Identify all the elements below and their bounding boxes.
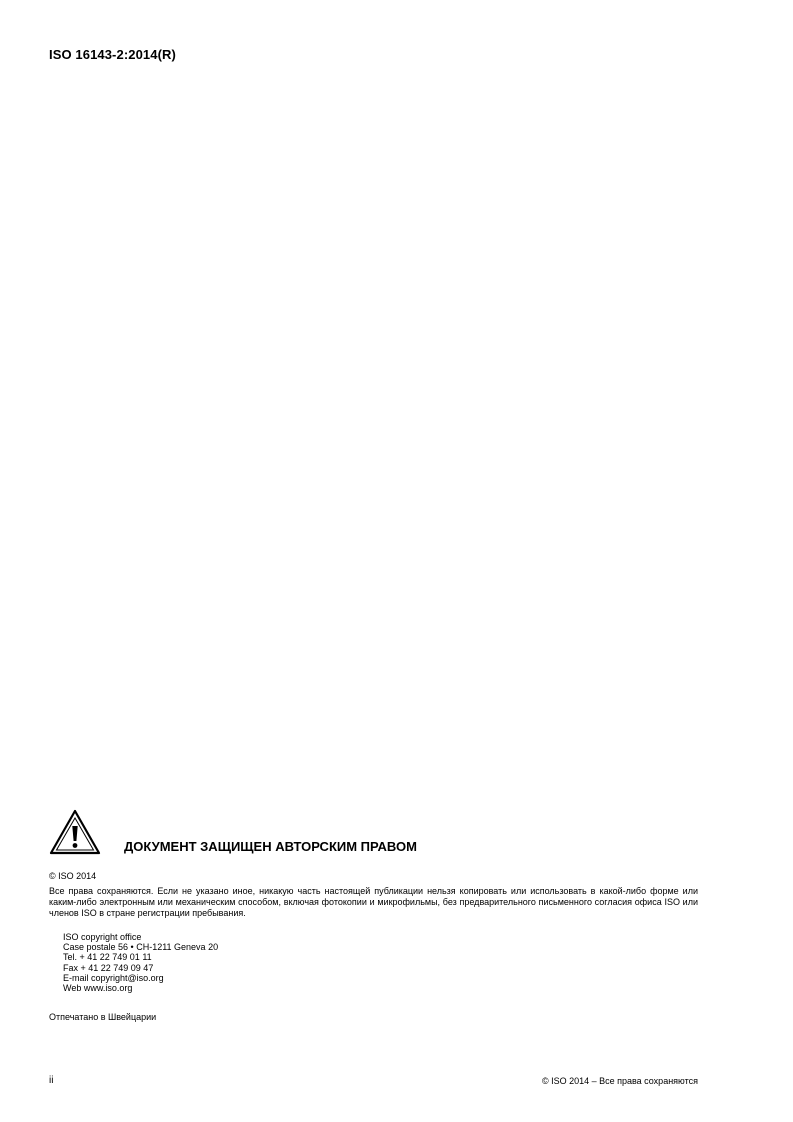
address-line-postal: Case postale 56 • CH-1211 Geneva 20 [63,942,219,953]
address-line-tel: Tel. + 41 22 749 01 11 [63,952,152,963]
address-line-email: E-mail copyright@iso.org [63,972,164,983]
page-number: ii [49,1075,54,1086]
standard-reference: ISO 16143-2:2014(R) [49,47,176,62]
footer-rights: © ISO 2014 – Все права сохраняются [541,1076,698,1086]
warning-triangle-icon [49,809,101,855]
warning-title: ДОКУМЕНТ ЗАЩИЩЕН АВТОРСКИМ ПРАВОМ [124,839,417,854]
address-line-web: Web www.iso.org [63,983,133,994]
copyright-line: © ISO 2014 [49,871,97,881]
copyright-warning-block [49,809,699,857]
rights-statement: Все права сохраняются. Если не указано иное, никакую часть настоящей публикации нельзя копировать или использовать в какой-либо форме или каким-либо электронным или механическим способом, включая фотокопии и микрофильмы, без предварительного письменного согласия офиса ISO или членов ISO в стране регистрации пребывания. [49,886,698,918]
address-line-office: ISO copyright office [63,932,142,942]
iso-copyright-office-address [63,932,218,993]
address-line-fax: Fax + 41 22 749 09 47 [63,962,154,973]
printed-in: Отпечатано в Швейцарии [49,1012,157,1022]
